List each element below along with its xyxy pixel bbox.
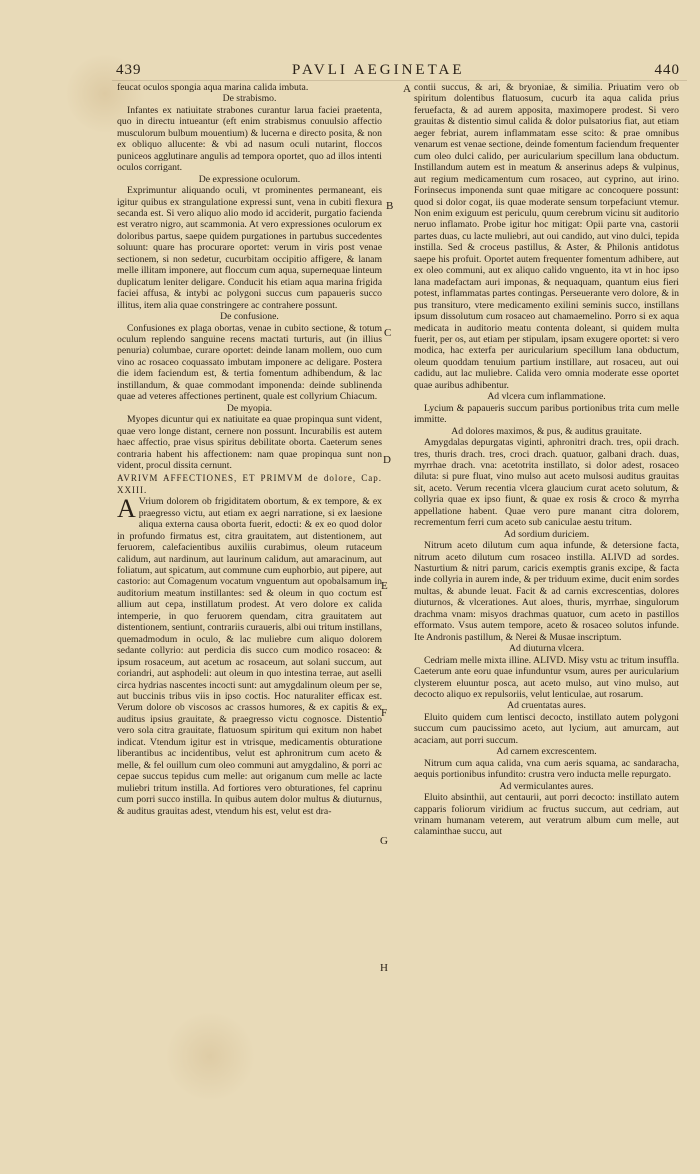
section-heading: Ad vlcera cum inflammatione.: [487, 391, 606, 403]
page-number-right: 440: [654, 62, 680, 78]
section-heading: Ad diuturna vlcera.: [508, 643, 585, 655]
section-heading: De myopia.: [226, 402, 273, 414]
margin-letter-g: G: [380, 835, 388, 847]
chapter-paragraph: [117, 496, 382, 817]
margin-letter-f: F: [381, 707, 388, 719]
paragraph: contii succus, & ari, & bryoniae, & similia. Priuatim vero ob spiritum dolentibus flatuosum, cucurb ita aqua calida prius feruefacta, & ad aurem apposita, maximopere prodest. Si vero grauitas & distentio simul calida & dolor pulsatorius fiat, aut etiam aeger febriat, aurem inflammatam esse scito: & prae omnibus venarum est venae sectione, deinde fomentum faciendum frequenter cum oleo dulci calido, per auricularium specillum lana obductum. Instillandum autem est in meatum & anserinus adeps & vulpinus, aut regium medicamentum cum rosaceo, aut cyprino, aut irino. Forinsecus imponenda sunt quae mitigare ac concoquere possunt: quod si dolor cogat, iis quae moderate sensum torpefaciunt vtemur. Non enim exiguum est periculu, quum cerebrum vicinu sit auditorio neruo inflamato. Probe igitur hoc mitigat: Opii parte vna, castorii partes duas, cu lacte muliebri, aut oui candido, aut vino dulci, tepida instilla. Sed & croceus pastillus, & Aster, & Philonis antidotus saepe his profuit. Oportet autem frequenter fomentum adhibere, aut ex oleo communi, aut ex aliquo calido vnguento, ita vt in hoc ipso lana madefactam auri imponas, & nequaquam, quantum eius fieri potest, inflammatas partes contingas. Perseuerante vero dolore, & in pus transituro, vtere medicamento exilini seminis succo, instillans ipsum dissolutum cum rosaceo aut chamaemelino. Porro si ex aqua medicata in auditorio meatu contenta doleant, si quidem multa fuerit, per os, aut etiam per stipulam, ipsam exugere oportet: si vero modica, hac exterfa per auricularium specillum lana obductum, oleum quoddam tenuium partium instillare, aut rosaceu, aut oui cadidu, aut lac muliebre. Calida vero omnia moderate esse oportet quae auribus adhibentur.: [414, 82, 679, 391]
drop-cap: A: [117, 494, 136, 524]
margin-letter-b: B: [386, 200, 394, 212]
section-heading: Ad vermiculantes aures.: [499, 780, 594, 792]
right-column: [414, 82, 679, 838]
paragraph: Eluito absinthii, aut centaurii, aut porri decocto: instillato autem capparis foliorum viridium ac fructus succum, aut cedriam, aut vrinam humanam veterem, aut veratrum album cum melle, aut calaminthae succu, aut: [414, 792, 679, 838]
chapter-body-text: Vrium dolorem ob frigiditatem obortum, & ex tempore, & ex praegresso victu, aut etiam ex aegri narratione, si ex laesione aliqua externa causa oborta fuerit, edocti: & ex eo quod dolor in profundo firmatus est, citra grauitatem, aut distentionem, aut feruorem, calefacientibus auxiliis curabimus, oleum rutaceum calidum, aut nardinum, aut laurinum calidum, aut amaracinum, aut foliatum, aut spicatum, aut commune cum euphorbio, aut pipere, aut castorio: aut Comagenum vocatum vnguentum aut opobalsamum in auditorium meatum instillantes: sed & oleum in quo coctum est allium aut cepa, instillatum prodest. At vero dolore ex calida intemperie, in quo feruorem quendam, citra grauitatem aut distentionem, sentiunt, contrariis curaueris, albi oui tritum instillans, quemadmodum in oculo, & lac muliebre cum aliquo dolorem sedante collyrio: aut perdicia dis succo cum modico rosaceo: & ipsum rosaceum, aut acetum ac rosaceum, aut solani succum, aut coriandri, aut asphodeli: aut oleum in quo intestina terrae, aut aselli circa hydrias nascentes incocti sunt: aut amygdalinum oleum per se, aut buccinis tribus viis in ipso coctis. Hoc naturaliter efficax est. Verum dolore ob viscosos ac crassos humores, & ex capitis & ex auditus ipsius grauitate, & praegresso victu cognosce. Distentio vero sola citra grauitate, flatuosum spiritum qui exitum non habet indicat. Vtendum igitur est in vtrisque, medicamentis obturatione liberantibus ac incidentibus, velut est aphronitrum cum aceto & melle, & fel ouillum cum oleo communi aut amygdalino, & porri ac cepae succus tepidus cum melle: aut origanum cum melle ac lacte muliebri tritum instilla. Ad fortiores vero obturationes, fel caprinu cum porri succo instilla. In quibus autem dolor multus & diuturnus, & auditus grauitas adest, vtendum his est, velut est dra-: [117, 496, 383, 817]
page-number-left: 439: [116, 62, 142, 78]
paragraph: Myopes dicuntur qui ex natiuitate ea quae propinqua sunt vident, quae vero longe distant, cernere non possunt. Incurabilis est autem haec affectio, prae visus spiritus debilitate oborta. Caeterum senes contraria habent his affectionem: nam quae propinqua sunt non vident, procul dissita cernunt.: [117, 414, 382, 471]
paragraph: Eluito quidem cum lentisci decocto, instillato autem polygoni succum cum paucissimo aceto, aut lycium, aut amurcam, aut acaciam, aut porri succum.: [414, 711, 679, 746]
header-rule: [112, 80, 687, 81]
left-column: [117, 82, 382, 817]
paragraph: feucat oculos spongia aqua marina calida imbuta.: [117, 82, 309, 93]
running-header: [112, 62, 682, 80]
margin-letter-d: D: [383, 454, 391, 466]
margin-letter-e: E: [381, 580, 388, 592]
margin-letter-c: C: [384, 327, 392, 339]
running-title: PAVLI AEGINETAE: [292, 62, 465, 78]
paragraph: Amygdalas depurgatas viginti, aphronitri drach. tres, opii drach. tres, thuris drach. tres, croci drach. quatuor, galbani drach. duas, myrrhae drach. vna: acetotrita instillato, si dolor adest, rosaceo diluta: si pure fluat, vino mulso aut aceto mulsosi auditus grauitas sit, aceto. Verum recentia vlcera glaucium curat aceto solutum, & collyria quae ex ipso fiunt, & quae ex rosis & croco & myrrha appellatione habent. Quae vero pure manant citra dolorem, recrementum ferri cum aceto sub caniculae aestu tritum.: [414, 437, 679, 529]
paragraph: Nitrum cum aqua calida, vna cum aeris squama, ac sandaracha, aequis portionibus infundito: crustra vero inducta melle repurgato.: [414, 757, 679, 781]
paragraph: Cedriam melle mixta illine. ALIVD. Misy vstu ac tritum insuffla. Caeterum ante eoru quae infunduntur vsum, aures per auricularium clysterem eluuntur posca, aut aceto mulso, aut vino mulso, aut decocto aliquo ex repulsoriis, velut lenticulae, aut rosarum.: [414, 654, 679, 701]
section-heading: Ad sordium duriciem.: [503, 528, 590, 540]
chapter-heading: AVRIVM AFFECTIONES, ET PRIMVM de dolore, Cap. XXIII.: [117, 473, 382, 495]
section-heading: Ad carnem excrescentem.: [496, 746, 597, 758]
section-heading: De expressione oculorum.: [198, 173, 301, 185]
section-heading: Ad dolores maximos, & pus, & auditus grauitate.: [451, 425, 642, 437]
paragraph: Infantes ex natiuitate strabones curantur larua faciei praetenta, quo in directu intueantur (eft enim strabismus conuulsio affectio musculorum bulbum mouentium) & lucerna e directo posita, & non ex obliquo allucente: & vbi ad nasum oculi nutarint, floccos puniceos agglutinare angulis ad tempora oportet, quo ad illos intenti oculos corrigant.: [117, 104, 382, 174]
paragraph: Nitrum aceto dilutum cum aqua infunde, & detersione facta, nitrum aceto dilutum cum rosaceo instilla. ALIVD ad sordes. Nasturtium & nitri parum, caricis exemptis granis excipe, & facta inde collyria in aurem inde, & per triduum exime, ducit enim sordes multas, & abunde leuat. Facit & ad carnis excrescentias, dolores diuturnos, & vlcerationes. Aut aloes, thuris, myrrhae, singulorum drachma vnam: misyos drachmas quatuor, cum aceto in pastillos efformato. Vsus autem tempore, aceto & rosaceo solutos infunde. Ite Andronis pastillum, & Nerei & Musae inscriptum.: [414, 540, 679, 643]
paragraph: Confusiones ex plaga obortas, venae in cubito sectione, & totum oculum replendo sanguine recens mactati turturis, aut (in illius penuria) columbae, curare oportet: deinde lanam mollem, ouo cum vino ac rosaceo coquassato imbutam imponere ac deligare. Postera die idem faciendum est, & tertia fomentum adhibendum, & lac instillandum, & quae commodant imponenda: deinde sublinenda quae ad veteres affectiones pertinent, quale est collyrium Chiacum.: [117, 322, 382, 403]
margin-letter-a: A: [403, 83, 411, 95]
section-heading: De strabismo.: [222, 93, 277, 105]
paragraph: Exprimuntur aliquando oculi, vt prominentes permaneant, eis igitur quibus ex strangulatione expressi sunt, vena in cubiti flexura secanda est. Si vero aliquo alio modo id acciderit, purgatio facienda est veratro nigro, aut scammonia. At vero expressiones oculorum ex doloribus partus, saepe quidem purgationes in partubus succedentes soluunt: quare has procurare oportet: verum in viris post venae sectionem, si non sedetur, cucurbitam occipitio affigere, & lanam melle illitam imponere, aut floccum cum aqua, supernequae linteum duplicatum leniter deligare. Conducit his etiam aqua marina frigida faciei affusa, & intybi ac polygoni succus cum papaueris succo illitus, item alia quae constringere ac contrahere possunt.: [117, 185, 382, 311]
paragraph: Lycium & papaueris succum paribus portionibus trita cum melle immitte.: [414, 402, 679, 426]
margin-letter-h: H: [380, 962, 388, 974]
section-heading: Ad cruentatas aures.: [507, 700, 586, 712]
section-heading: De confusione.: [220, 311, 279, 323]
